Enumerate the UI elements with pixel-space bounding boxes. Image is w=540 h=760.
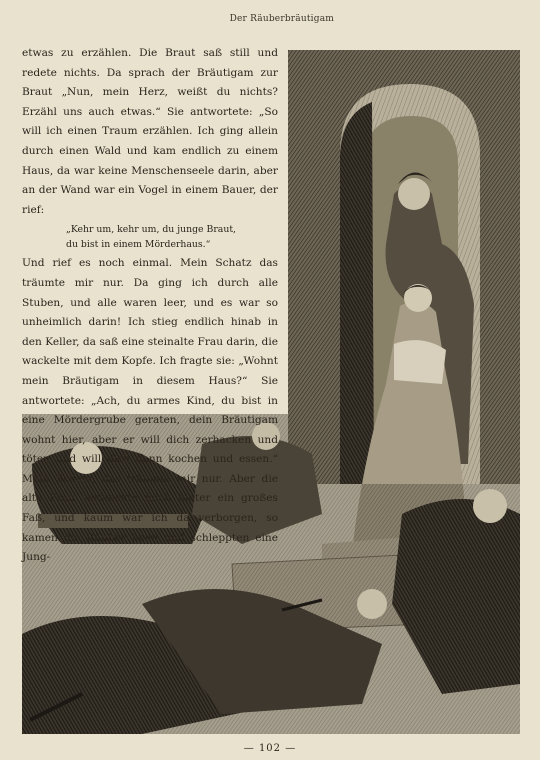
wooden-door bbox=[340, 102, 374, 484]
paragraph-1: etwas zu erzählen. Die Braut saß still und redete nichts. Da sprach der Bräutigam zur Braut „Nun, mein Herz, weißt du nichts? Erzähl uns auch etwas.“ Sie antwortete: „So will ich einen Traum erzählen. Ich ging allein durch einen Wald und kam endlich zu einem Haus, da war keine Menschenseele darin, aber an der Wand war ein Vogel in einem Bauer, der rief: bbox=[22, 47, 278, 216]
text-column bbox=[22, 44, 278, 568]
verse-line-1: „Kehr um, kehr um, du junge Braut, bbox=[66, 224, 237, 236]
paragraph-2: Und rief es noch einmal. Mein Schatz das träumte mir nur. Da ging ich durch alle Stuben, und alle waren leer, und es war so unheimlich darin! Ich stieg endlich hinab in den Keller, da saß eine steinalte Frau darin, die wackelte mit dem Kopfe. Ich fragte sie: „Wohnt mein Bräutigam in diesem Haus?“ Sie antwortete: „Ach, du armes Kind, du bist in eine Mördergrube geraten, dein Bräutigam wohnt hier, aber er will dich zerhacken und töten und will dich dann kochen und essen.“ Mein Schatz, das träumte mir nur. Aber die alte Frau versteckte mich hinter ein großes Faß, und kaum war ich da verborgen, so kamen die Räuber heim und schleppten eine Jung- bbox=[22, 257, 278, 564]
running-title: Der Räuberbräutigam bbox=[229, 14, 334, 24]
page-number: — 102 — bbox=[243, 743, 297, 754]
verse-line-2: du bist in einem Mörderhaus.“ bbox=[66, 239, 211, 251]
verse-block bbox=[66, 222, 278, 252]
